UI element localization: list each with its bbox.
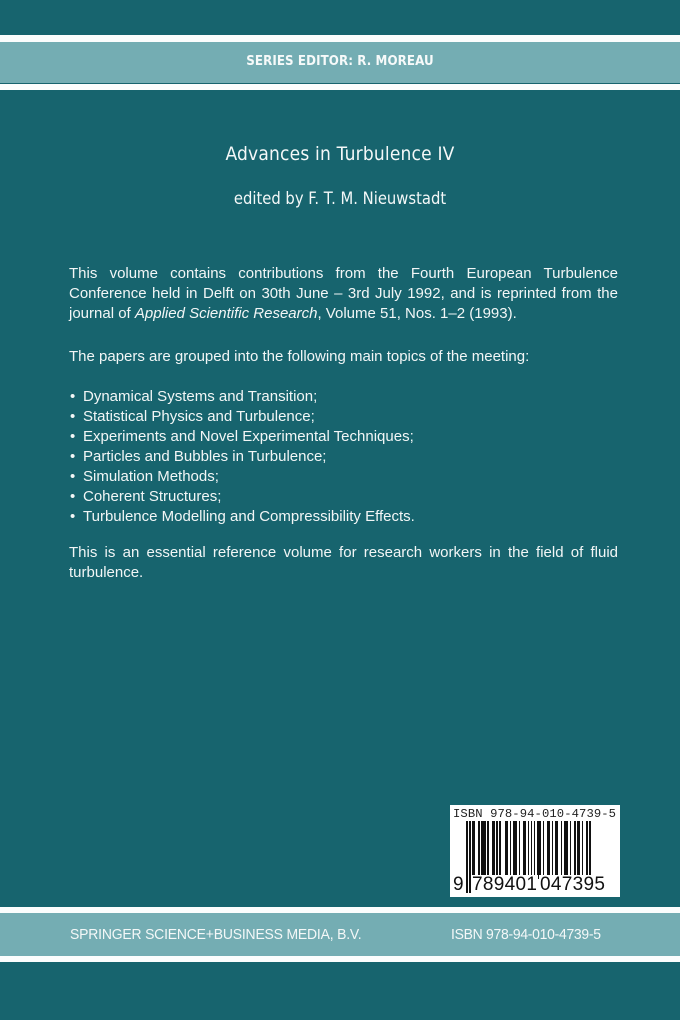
topic-item	[69, 467, 618, 487]
topic-label: Statistical Physics and Turbulence;	[83, 408, 315, 425]
barcode-bar	[472, 821, 475, 879]
topic-item	[69, 447, 618, 467]
journal-name: Applied Scientific Research	[134, 305, 318, 322]
footer-isbn: ISBN 978-94-010-4739-5	[451, 926, 601, 943]
barcode-bar	[552, 821, 554, 879]
topics-list	[69, 387, 618, 527]
barcode-bar	[555, 821, 558, 879]
topics-intro: The papers are grouped into the following main topics of the meeting:	[69, 348, 530, 365]
barcode-bar	[537, 821, 542, 879]
barcode-bar	[577, 821, 580, 879]
barcode-bar	[519, 821, 521, 879]
topic-item	[69, 427, 618, 447]
bullet-icon: •	[70, 488, 76, 505]
barcode-bar	[496, 821, 498, 879]
bullet-icon: •	[70, 428, 76, 445]
publisher-name: SPRINGER SCIENCE+BUSINESS MEDIA, B.V.	[70, 926, 362, 943]
topic-item	[69, 407, 618, 427]
barcode-first-digit: 9	[453, 874, 464, 895]
barcode-bar	[574, 821, 576, 879]
topic-label: Dynamical Systems and Transition;	[83, 388, 318, 405]
barcode-bar	[534, 821, 536, 879]
intro-paragraph	[69, 264, 618, 324]
series-editor-label: SERIES EDITOR: R. MOREAU	[246, 53, 434, 69]
barcode-bar	[564, 821, 569, 879]
topic-item	[69, 507, 618, 527]
barcode-bar	[487, 821, 489, 879]
topic-label: Turbulence Modelling and Compressibility Effects.	[83, 508, 415, 525]
barcode-bar	[499, 821, 501, 879]
barcode-bar	[582, 821, 584, 879]
topic-item	[69, 387, 618, 407]
book-title: Advances in Turbulence IV	[225, 143, 455, 165]
book-editor: edited by F. T. M. Nieuwstadt	[233, 189, 447, 209]
bullet-icon: •	[70, 508, 76, 525]
topic-label: Simulation Methods;	[83, 468, 219, 485]
barcode-bar	[547, 821, 550, 879]
bullet-icon: •	[70, 468, 76, 485]
topic-item	[69, 487, 618, 507]
topic-label: Particles and Bubbles in Turbulence;	[83, 448, 327, 465]
bullet-icon: •	[70, 388, 76, 405]
bottom-white-stripe-lower	[0, 956, 680, 962]
barcode-left-digits: 789401	[472, 874, 538, 895]
barcode-bar	[543, 821, 545, 879]
top-white-stripe-lower	[0, 84, 680, 90]
barcode-bar	[513, 821, 518, 879]
barcode-isbn-label: ISBN 978-94-010-4739-5	[453, 807, 617, 821]
barcode-bar	[510, 821, 512, 879]
barcode-bar	[561, 821, 563, 879]
barcode-bar	[481, 821, 486, 879]
barcode-bar	[492, 821, 495, 879]
topic-label: Experiments and Novel Experimental Techniques;	[83, 428, 414, 445]
barcode-bar	[505, 821, 508, 879]
intro-text-end: , Volume 51, Nos. 1–2 (1993).	[317, 305, 517, 322]
bullet-icon: •	[70, 408, 76, 425]
barcode-bar	[523, 821, 526, 879]
barcode-bar	[478, 821, 480, 879]
barcode-bar	[570, 821, 572, 879]
barcode-right-digits: 047395	[540, 874, 606, 895]
barcode-bar	[466, 821, 468, 893]
closing-paragraph: This is an essential reference volume for research workers in the field of fluid turbulence.	[69, 544, 618, 581]
intro-text: This volume contains contributions from the Fourth European Turbulence Conference held in Delft on 30th June – 3rd July 1992, and is reprinted from the journal of	[69, 265, 618, 322]
topic-label: Coherent Structures;	[83, 488, 222, 505]
isbn-barcode	[450, 805, 620, 897]
top-white-stripe-upper	[0, 35, 680, 42]
bullet-icon: •	[70, 448, 76, 465]
